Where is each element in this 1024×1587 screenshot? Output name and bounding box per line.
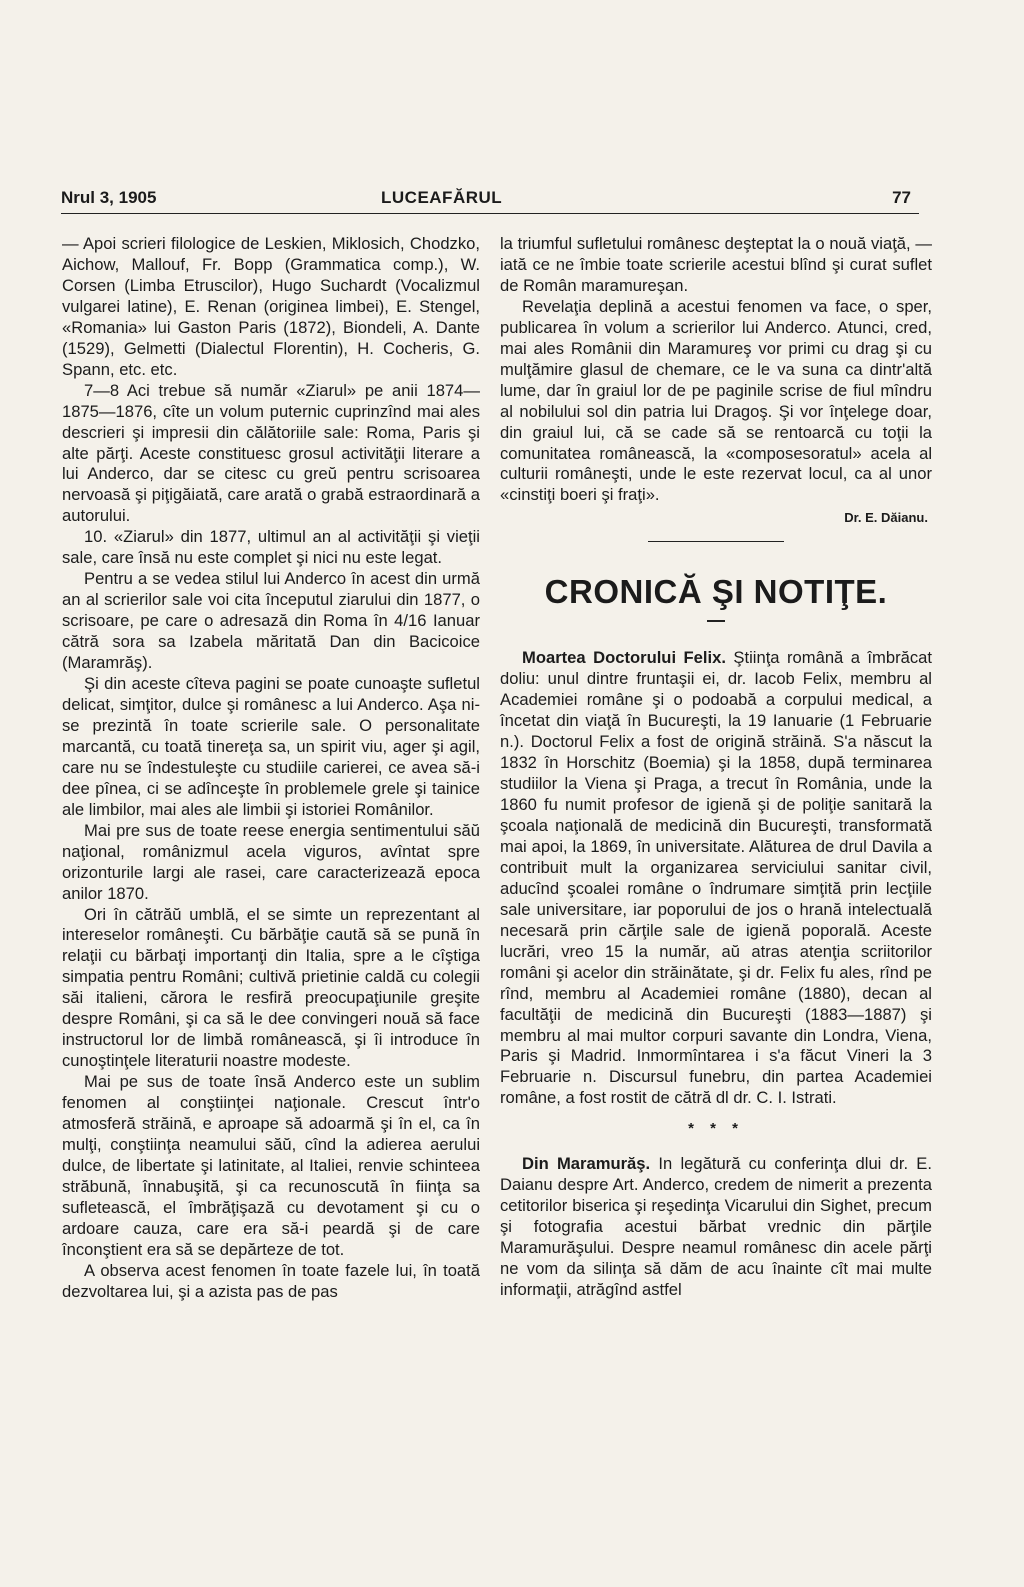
issue-number: Nrul 3, 1905	[61, 188, 157, 207]
right-column	[500, 234, 932, 1301]
page-number: 77	[892, 188, 911, 207]
left-column	[62, 234, 480, 1303]
paragraph: 7—8 Aci trebue să număr «Ziarul» pe anii 1874—1875—1876, cîte un volum puternic cuprinzînd mai ales descrieri şi impresii din călătoriile sale: Roma, Paris şi alte părţi. Aceste constituesc grosul activităţii literare a lui Anderco, dar se citesc cu greŭ pentru scrisoarea nervoasă şi piţigăiată, care arată o grabă estraordinară a autorului.	[62, 380, 480, 526]
asterism: * * *	[688, 1120, 744, 1138]
paragraph: 10. «Ziarul» din 1877, ultimul an al activităţii şi vieţii sale, care însă nu este complet şi nici nu este legat.	[62, 527, 480, 568]
paragraph: Mai pre sus de toate reese energia sentimentului săŭ naţional, românizmul acela viguros, avîntat spre orizonturile largi ale rasei, care caracterizează epoca anilor 1870.	[62, 820, 480, 903]
section-title: CRONICĂ ŞI NOTIŢE.	[544, 573, 888, 611]
header-rule	[61, 213, 919, 214]
paragraph: — Apoi scrieri filologice de Leskien, Miklosich, Chodzko, Aichow, Mallouf, Fr. Bopp (Grammatica comp.), W. Corsen (Limba Etruscilor), Hugo Suchardt (Vocalizmul vulgarei latine), E. Renan (originea limbei), E. Stengel, «Romania» lui Gaston Paris (1872), Biondeli, A. Dante (1529), Gelmetti (Dialectul Florentin), H. Cocheris, G. Spann, etc. etc.	[62, 234, 480, 379]
paragraph: la triumful sufletului românesc deşteptat la o nouă viaţă, — iată ce ne îmbie toate scrierile acestui blînd şi curat suflet de Român maramureşan.	[500, 234, 932, 295]
news-item-title: Moartea Doctorului Felix.	[522, 648, 726, 668]
paragraph: Mai pe sus de toate însă Anderco este un sublim fenomen al conştiinţei naţionale. Crescut într'o atmosferă străină, e aproape să adoarmă şi în el, ca în mulţi, conştiinţa neamului săŭ, cînd la adierea aerului dulce, de libertate şi latinitate, al Italiei, renvie schinteea străbună, înnabuşită, şi ca recunoscută în fiinţa sa sufletească, el îmbrăţişază cu devotament şi cu o ardoare cauza, care era să-i peardă şi de care înconştient era să se depărteze de tot.	[62, 1072, 480, 1259]
paragraph: A observa acest fenomen în toate fazele lui, în toată dezvoltarea lui, şi a azista pas de pas	[62, 1260, 480, 1301]
news-item	[500, 648, 932, 1109]
paragraph: Ori în cătrăŭ umblă, el se simte un reprezentant al intereselor româneşti. Cu bărbăţie caută să se pună în relaţii cu bărbaţi importanţi din Italia, spre a le cîştiga simpatia pentru Români; cultivă prietinie caldă cu colegii săi italieni, cărora le resfiră preocupaţiunile greşite despre Români, şi ca să le dee convingeri nouă să face instructorul lor de limbă românească, şi îi introduce în cunoştinţele literaturii noastre modeste.	[62, 904, 480, 1071]
journal-title: LUCEAFĂRUL	[381, 188, 503, 207]
author-signature: Dr. E. Dăianu.	[844, 510, 928, 526]
paragraph: Şi din aceste cîteva pagini se poate cunoaşte sufletul delicat, simţitor, dulce şi românesc a lui Anderco. Aşa ni-se prezintă în toate scrierile sale. O personalitate marcantă, cu toată tinereţa sa, un spirit viu, ager şi agil, care nu se îndestuleşte cu studiile carierei, ce avea să-i dee pînea, ci se adînceşte în problemele grele şi tainice ale limbilor, mai ales ale limbii şi istoriei Românilor.	[62, 674, 480, 819]
section-divider	[648, 541, 784, 542]
paragraph: Revelaţia deplină a acestui fenomen va face, o sper, publicarea în volum a scrierilor lui Anderco. Atunci, cred, mai ales Românii din Maramureş vor primi cu drag şi cu mulţămire glasul de chemare, ce le va suna ca dintr'altă lume, dar în graiul lor de pe paginile scrise de fiul mîndru al nobilului sol din patria lui Dragoş. Şi vor înţelege doar, din graiul lui, că se cade să se rentoarcă cu toţii la comunitatea românească, la «composesoratul» acela al culturii româneşti, unde le este rezervat locul, ca al unor «cinstiţi boeri şi fraţi».	[500, 296, 932, 505]
news-item-text: Ştiinţa română a îmbrăcat doliu: unul dintre fruntaşii ei, dr. Iacob Felix, membru al Academiei române şi o podoabă a corpului medical, a încetat din viaţă în Bucureşti, la 19 Ianuarie (1 Februarie n.). Doctorul Felix a fost de origină străină. S'a născut la 1832 în Horschitz (Boemia) şi la 1858, după terminarea studiilor la Viena şi Praga, a trecut în România, unde la 1860 fu numit profesor de igienă şi de poliţie sanitară la şcoala naţională de medicină din Bucureşti, transformată mai apoi, la 1869, în universitate. Alăturea de drul Davila a contribuit mult la organizarea serviciului sanitar civil, aducînd şcoalei române o îndrumare simţită prin lecţiile sale universitare, iar poporului de jos o hrană intelectuală necesară prin cărţile sale de igienă poporală. Aceste lucrări, vreo 15 la număr, aŭ atras atenţia scriitorilor români şi acelor din străinătate, şi dr. Felix fu ales, rînd pe rînd, membru al Academiei române (1880), decan al facultăţii de medicină din Bucureşti (1883—1887) şi membru al mai multor corpuri savante din Londra, Viena, Paris şi Madrid. Inmormîntarea i s'a făcut Vineri la 3 Februarie n. Discursul funebru, din partea Academiei române, a fost rostit de cătră dl dr. C. I. Istrati.	[500, 648, 932, 1108]
title-dash	[707, 620, 725, 622]
page-header	[61, 186, 919, 216]
news-item	[500, 1154, 932, 1301]
paragraph: Pentru a se vedea stilul lui Anderco în acest din urmă an al scrierilor sale voi cita începutul ziarului din 1877, o scrisoare, pe care o adresază din Roma în 4/16 Ianuar cătră sora sa Izabela măritată Dan din Bacicoice (Maramrăş).	[62, 569, 480, 673]
news-item-title: Din Maramurăş.	[522, 1154, 651, 1174]
news-item-text: In legătură cu conferinţa dlui dr. E. Daianu despre Art. Anderco, credem de nimerit a prezenta cetitorilor biserica şi reşedinţa Vicarului din Sighet, precum şi fotografia acestui bărbat vrednic din părţile Maramurăşului. Despre neamul românesc din acele părţi ne vom da silinţa să dăm de acu înainte cît mai multe informaţii, atrăgînd astfel	[500, 1154, 932, 1299]
